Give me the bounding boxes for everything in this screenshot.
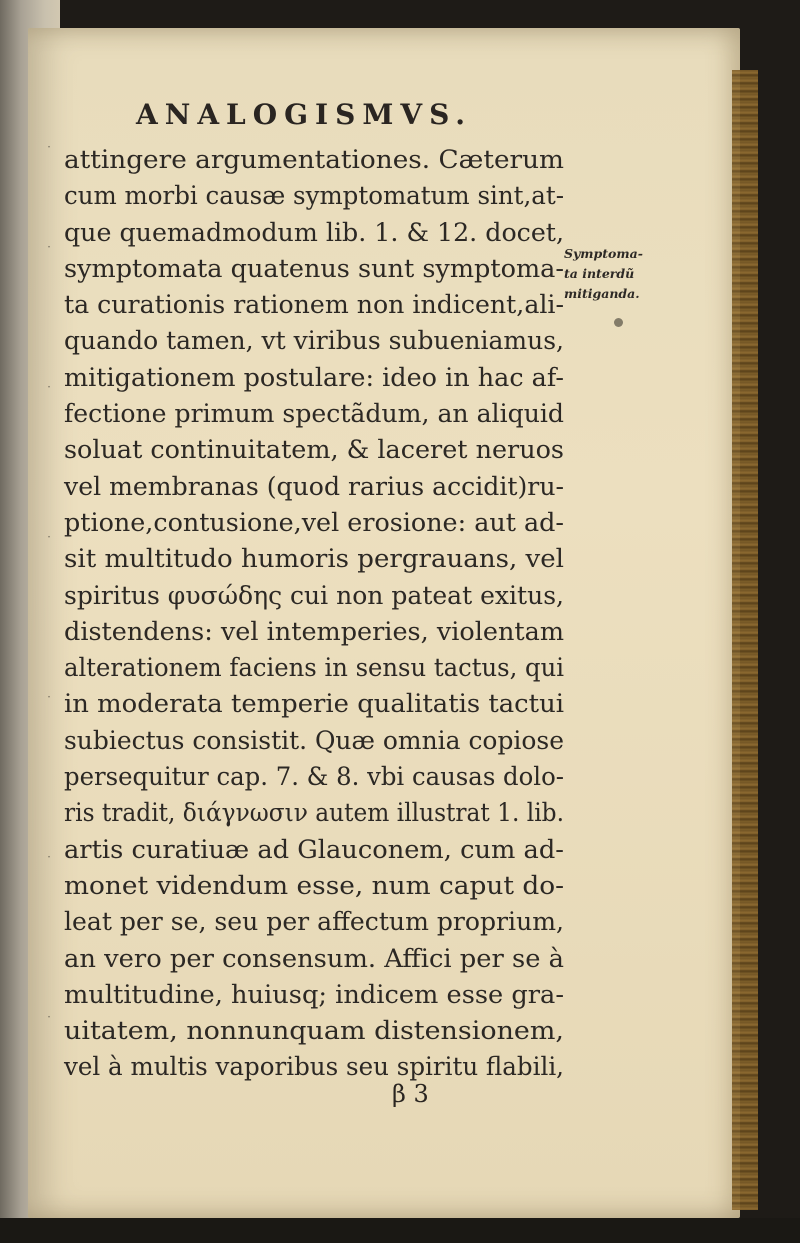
text-line — [64, 215, 584, 251]
text-line — [64, 723, 584, 759]
marginal-note-line: ta interdũ — [564, 266, 635, 281]
marginal-note-line: mitiganda. — [564, 286, 640, 301]
text-line-content: ta curationis rationem non indicent,ali- — [64, 290, 564, 321]
text-line — [64, 142, 584, 178]
ink-blot — [614, 318, 623, 327]
text-line — [64, 614, 584, 650]
text-line-content: artis curatiuæ ad Glauconem, cum ad- — [64, 834, 564, 865]
text-line — [64, 360, 584, 396]
text-line — [64, 396, 584, 432]
text-line — [64, 795, 584, 831]
text-line-content: symptomata quatenus sunt symptoma- — [64, 253, 564, 284]
text-line-content: cum morbi causæ symptomatum sint,at- — [64, 181, 564, 212]
text-line-content: multitudine, huiusq; indicem esse gra- — [64, 979, 564, 1010]
text-line — [64, 832, 584, 868]
text-line-content: leat per se, seu per affectum proprium, — [64, 907, 564, 938]
text-line — [64, 868, 584, 904]
text-line — [64, 904, 584, 940]
page-edge-gilt — [732, 70, 758, 1210]
text-line-content: spiritus φυσώδης cui non pateat exitus, — [64, 580, 564, 611]
text-line-content: subiectus consistit. Quæ omnia copiose — [64, 725, 564, 756]
text-line — [64, 977, 584, 1013]
text-line — [64, 287, 584, 323]
text-line — [64, 505, 584, 541]
text-line — [64, 541, 584, 577]
text-line — [64, 650, 584, 686]
text-line-content: uitatem, nonnunquam distensionem, — [64, 1016, 564, 1047]
text-line-content: fectione primum spectãdum, an aliquid — [64, 399, 564, 430]
running-title: ANALOGISMVS. — [136, 98, 473, 131]
text-line-content: attingere argumentationes. Cæterum — [64, 145, 564, 175]
text-line-content: in moderata temperie qualitatis tactui — [64, 689, 564, 720]
text-line-content: soluat continuitatem, & laceret neruos — [64, 435, 564, 466]
text-line — [64, 759, 584, 795]
marginal-note — [564, 244, 704, 304]
text-line-content: ptione,contusione,vel erosione: aut ad- — [64, 507, 564, 538]
gutter-bleed-through: · · · · · · · — [47, 140, 52, 1024]
text-line — [64, 178, 584, 214]
text-line — [64, 578, 584, 614]
text-line-content: an vero per consensum. Affici per se à — [64, 943, 564, 974]
text-line-content: distendens: vel intemperies, violentam — [64, 616, 564, 647]
text-line-content: alterationem faciens in sensu tactus, qui — [64, 653, 564, 684]
scan-bottom-band — [0, 1218, 800, 1243]
text-line-content: vel à multis vaporibus seu spiritu flabili, — [64, 1052, 564, 1083]
text-line-content: mitigationem postulare: ideo in hac af- — [64, 362, 564, 393]
text-line-content: ris tradit, διάγνωσιν autem illustrat 1. lib. — [64, 798, 564, 829]
text-line — [64, 941, 584, 977]
text-line — [64, 432, 584, 468]
text-line-content: vel membranas (quod rarius accidit)ru- — [64, 471, 564, 502]
body-text — [64, 142, 584, 1086]
text-line — [64, 251, 584, 287]
text-line — [64, 1013, 584, 1049]
signature-mark: β 3 — [392, 1080, 429, 1108]
text-line — [64, 323, 584, 359]
marginal-note-line: Symptoma- — [564, 246, 643, 261]
text-line-content: persequitur cap. 7. & 8. vbi causas dolo- — [64, 762, 564, 793]
text-line-content: quando tamen, vt viribus subueniamus, — [64, 326, 564, 357]
text-line-content: que quemadmodum lib. 1. & 12. docet, — [64, 217, 564, 248]
text-line-content: monet videndum esse, num caput do- — [64, 870, 564, 901]
text-line — [64, 686, 584, 722]
text-line-content: sit multitudo humoris pergrauans, vel — [64, 544, 564, 575]
text-line — [64, 469, 584, 505]
